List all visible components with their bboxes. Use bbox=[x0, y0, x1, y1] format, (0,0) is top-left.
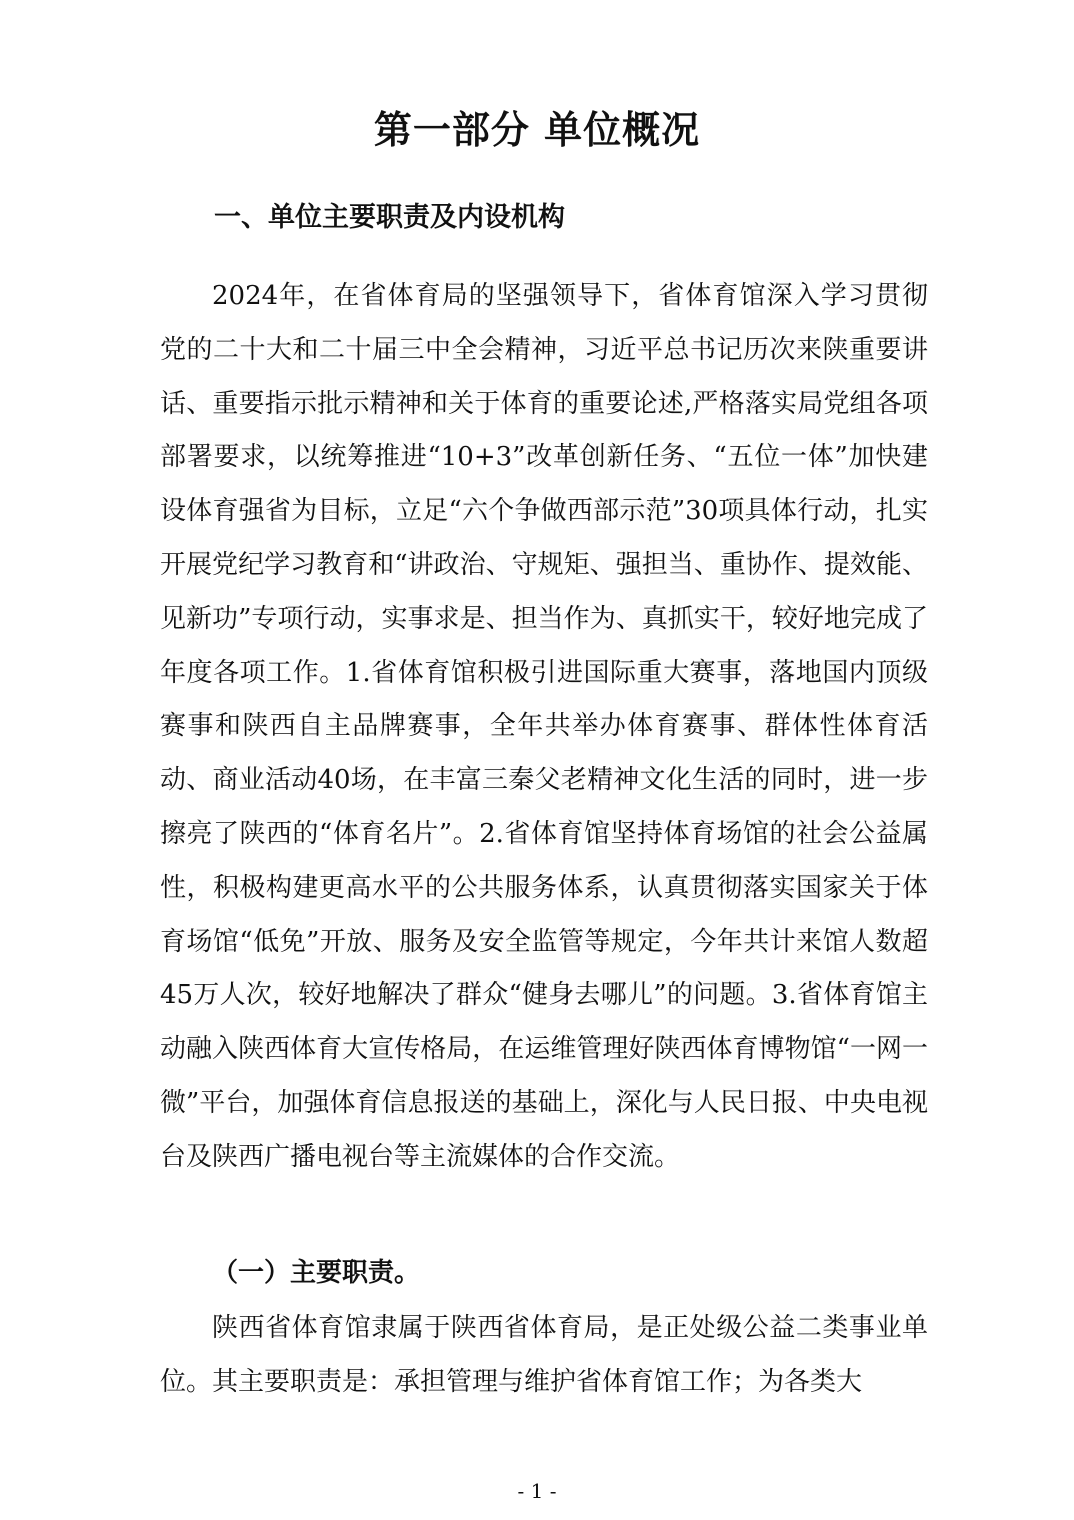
body-paragraph: 2024年，在省体育局的坚强领导下，省体育馆深入学习贯彻党的二十大和二十届三中全会精神，习近平总书记历次来陕重要讲话、重要指示批示精神和关于体育的重要论述,严格落实局党组各项部署要求，以统筹推进“10+3”改革创新任务、“五位一体”加快建设体育强省为目标，立足“六个争做西部示范”30项具体行动，扎实开展党纪学习教育和“讲政治、守规矩、强担当、重协作、提效能、见新功”专项行动，实事求是、担当作为、真抓实干，较好地完成了年度各项工作。1.省体育馆积极引进国际重大赛事，落地国内顶级赛事和陕西自主品牌赛事，全年共举办体育赛事、群体性体育活动、商业活动40场，在丰富三秦父老精神文化生活的同时，进一步擦亮了陕西的“体育名片”。2.省体育馆坚持体育场馆的社会公益属性，积极构建更高水平的公共服务体系，认真贯彻落实国家关于体育场馆“低免”开放、服务及安全监管等规定，今年共计来馆人数超45万人次，较好地解决了群众“健身去哪儿”的问题。3.省体育馆主动融入陕西体育大宣传格局，在运维管理好陕西体育博物馆“一网一微”平台，加强体育信息报送的基础上，深化与人民日报、中央电视台及陕西广播电视台等主流媒体的合作交流。 bbox=[160, 281, 928, 1172]
page-title: 第一部分 单位概况 bbox=[373, 107, 701, 152]
section-heading: 一、单位主要职责及内设机构 bbox=[214, 202, 565, 233]
page-number: - 1 - bbox=[517, 1479, 557, 1503]
sub-heading: （一）主要职责。 bbox=[212, 1258, 421, 1288]
body-paragraph: 陕西省体育馆隶属于陕西省体育局，是正处级公益二类事业单位。其主要职责是：承担管理与维护省体育馆工作；为各类大 bbox=[160, 1313, 928, 1397]
